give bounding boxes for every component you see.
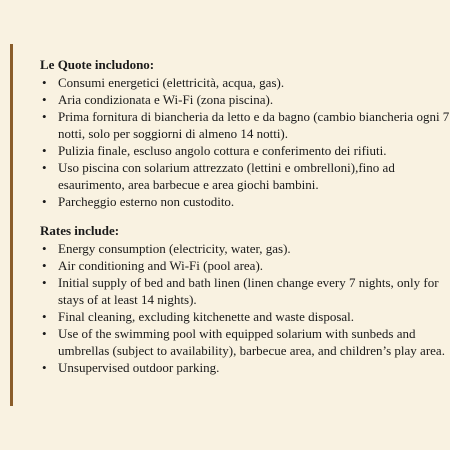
rates-content [40, 56, 450, 376]
list-item [40, 74, 450, 91]
list-item-text: Uso piscina con solarium attrezzato (lettini e ombrelloni),fino ad esaurimento, area barbecue e area giochi bambini. [58, 160, 395, 192]
bullet-icon: • [42, 326, 47, 341]
english-section-title: Rates include: [40, 223, 120, 238]
english-list [40, 240, 450, 376]
list-item-text: Pulizia finale, escluso angolo cottura e conferimento dei rifiuti. [58, 143, 387, 158]
bullet-icon: • [42, 160, 47, 175]
list-item [40, 159, 450, 193]
list-item-text: Initial supply of bed and bath linen (linen change every 7 nights, only for stays of at least 14 nights). [58, 275, 439, 307]
list-item-text: Use of the swimming pool with equipped solarium with sunbeds and umbrellas (subject to availability), barbecue area, and children’s play area. [58, 326, 445, 358]
bullet-icon: • [42, 241, 47, 256]
list-item [40, 359, 450, 376]
list-item [40, 325, 450, 359]
list-item-text: Aria condizionata e Wi-Fi (zona piscina). [58, 92, 274, 107]
list-item [40, 240, 450, 257]
list-item [40, 142, 450, 159]
bullet-icon: • [42, 92, 47, 107]
list-item-text: Final cleaning, excluding kitchenette and waste disposal. [58, 309, 355, 324]
list-item-text: Energy consumption (electricity, water, gas). [58, 241, 291, 256]
bullet-icon: • [42, 75, 47, 90]
list-item-text: Air conditioning and Wi-Fi (pool area). [58, 258, 264, 273]
list-item [40, 257, 450, 274]
italian-list [40, 74, 450, 210]
bullet-icon: • [42, 275, 47, 290]
list-item [40, 274, 450, 308]
bullet-icon: • [42, 143, 47, 158]
left-accent-rule [10, 44, 13, 406]
bullet-icon: • [42, 194, 47, 209]
bullet-icon: • [42, 109, 47, 124]
list-item-text: Prima fornitura di biancheria da letto e da bagno (cambio biancheria ogni 7 notti, solo per soggiorni di almeno 14 notti). [58, 109, 450, 141]
list-item-text: Parcheggio esterno non custodito. [58, 194, 235, 209]
list-item [40, 308, 450, 325]
bullet-icon: • [42, 258, 47, 273]
bullet-icon: • [42, 309, 47, 324]
italian-section-title: Le Quote includono: [40, 57, 155, 72]
list-item [40, 193, 450, 210]
list-item-text: Unsupervised outdoor parking. [58, 360, 220, 375]
list-item-text: Consumi energetici (elettricità, acqua, gas). [58, 75, 285, 90]
list-item [40, 108, 450, 142]
list-item [40, 91, 450, 108]
bullet-icon: • [42, 360, 47, 375]
